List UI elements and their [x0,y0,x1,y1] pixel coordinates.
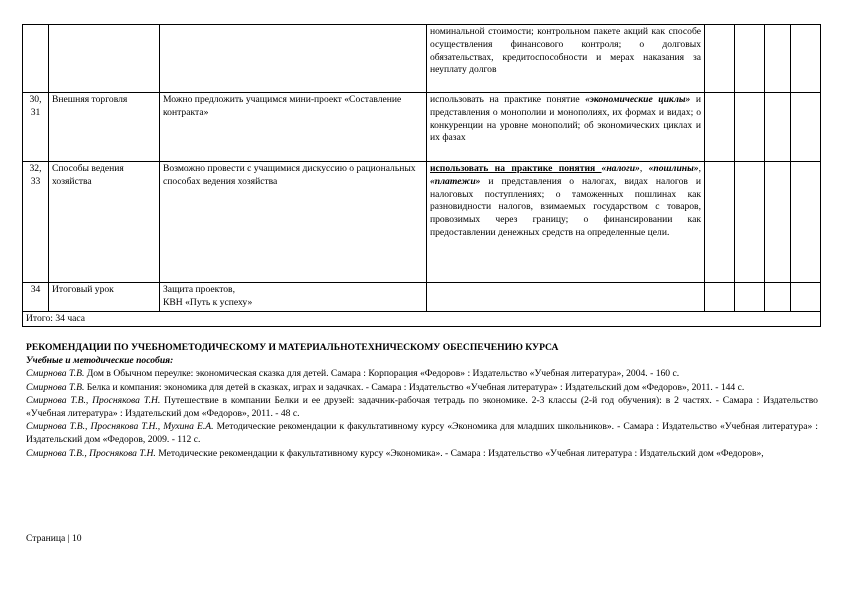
table-row [23,283,821,312]
term: «экономические циклы» [585,94,691,105]
table-total-row [23,311,821,327]
content-cell [427,162,705,283]
lesson-topic: Итоговый урок [49,283,160,312]
table-cell [705,25,735,93]
lesson-activity [160,283,427,312]
table-cell [791,25,821,93]
section-subtitle: Учебные и методические пособия: [26,355,174,367]
recommendations-section [26,341,818,460]
term: «платежи» [430,175,481,187]
lesson-topic: Способы ведения хозяйства [49,162,160,283]
lesson-activity: Можно предложить учащимся мини-проект «Составление контракта» [160,93,427,162]
reference-text: Белка и компания: экономика для детей в сказках, играх и задачках. - Самара : Издательство «Учебная литература» : Издательский дом «Федоров», 2011. - 144 с. [84,381,745,393]
reference-item [26,367,818,380]
table-cell [735,93,765,162]
thematic-plan-table [22,24,821,327]
table-cell [765,25,791,93]
reference-text: Путешествие в компании Белки и ее друзей: задачник-рабочая тетрадь по экономике. 2-3 классы (2-й год обучения): в 2 частях. - Самара : Издательство «Учебная литература» : Издательский дом «Федоров», 2011. - 48 с. [26,394,818,420]
reference-author: Смирнова Т.В. [26,368,85,380]
reference-text: Дом в Обычном переулке: экономическая сказка для детей. Самара : Корпорация «Федоров» : Издательство «Учебная литература», 2004. - 160 с. [84,368,680,380]
table-cell [735,25,765,93]
table-row [23,25,821,93]
term: «налоги» [601,163,640,174]
table-cell [765,283,791,312]
term: «пошлины» [648,163,699,174]
table-row [23,162,821,283]
content-cell: номинальной стоимости; контрольном пакете акций как способе осуществления финансового контроля; о долговых обязательствах, кредитоспособности и мерах наказания за неуплату долгов [427,25,705,93]
activity-line: КВН «Путь к успеху» [163,296,253,308]
reference-author: Смирнова Т.В. [26,381,85,393]
table-cell [160,25,427,93]
content-text: использовать на практике понятие [430,94,586,105]
lesson-number: 30, 31 [23,93,49,162]
separator: , [698,163,701,174]
lesson-activity: Возможно провести с учащимися дискуссию о рациональных способах ведения хозяйства [160,162,427,283]
content-text: и представления о монополии и монополиях, их формах и видах; о конкуренции на уровне монополий; об экономических циклах и их фазах [430,94,701,144]
reference-author: Смирнова Т.В., Проснякова Т.Н., Мухина Е.А. [26,421,214,433]
reference-item [26,420,818,446]
table-row [23,93,821,162]
table-cell [765,162,791,283]
total-hours: Итого: 34 часа [23,311,821,327]
reference-item [26,447,818,460]
lesson-topic: Внешняя торговля [49,93,160,162]
table-cell [705,93,735,162]
content-text: использовать на практике понятия [430,163,602,174]
content-text: и представления о налогах, видах налогов и налоговых поступлениях; о таможенных пошлинах как разновидности налогов, взимаемых государством с товаров, провозимых через границу; о финансировании как предоставлении денежных средств на определенные цели. [430,175,701,238]
table-cell [705,162,735,283]
page-number: Страница | 10 [26,533,82,544]
table-cell [23,25,49,93]
table-cell [791,283,821,312]
table-cell [735,283,765,312]
reference-item [26,381,818,394]
reference-author: Смирнова Т.В., Проснякова Т.Н. [26,447,156,459]
activity-line: Защита проектов, [163,284,235,295]
lesson-number: 32, 33 [23,162,49,283]
separator: , [639,163,649,174]
section-title: РЕКОМЕНДАЦИИ ПО УЧЕБНОМЕТОДИЧЕСКОМУ И МАТЕРИАЛЬНОТЕХНИЧЕСКОМУ ОБЕСПЕЧЕНИЮ КУРСА [26,342,559,353]
reference-text: Методические рекомендации к факультативному курсу «Экономика». - Самара : Издательство «Учебная литература : Издательский дом «Федоров», [155,447,764,459]
reference-item [26,394,818,420]
table-cell [427,283,705,312]
table-cell [791,162,821,283]
table-cell [735,162,765,283]
content-cell [427,93,705,162]
table-cell [791,93,821,162]
lesson-number: 34 [23,283,49,312]
table-cell [705,283,735,312]
table-cell [49,25,160,93]
reference-text: Методические рекомендации к факультативному курсу «Экономика для младших школьников». - Самара : Издательство «Учебная литература» : Издательский дом «Федоров, 2009. - 112 с. [26,421,818,446]
reference-author: Смирнова Т.В., Проснякова Т.Н. [26,394,161,406]
table-cell [765,93,791,162]
